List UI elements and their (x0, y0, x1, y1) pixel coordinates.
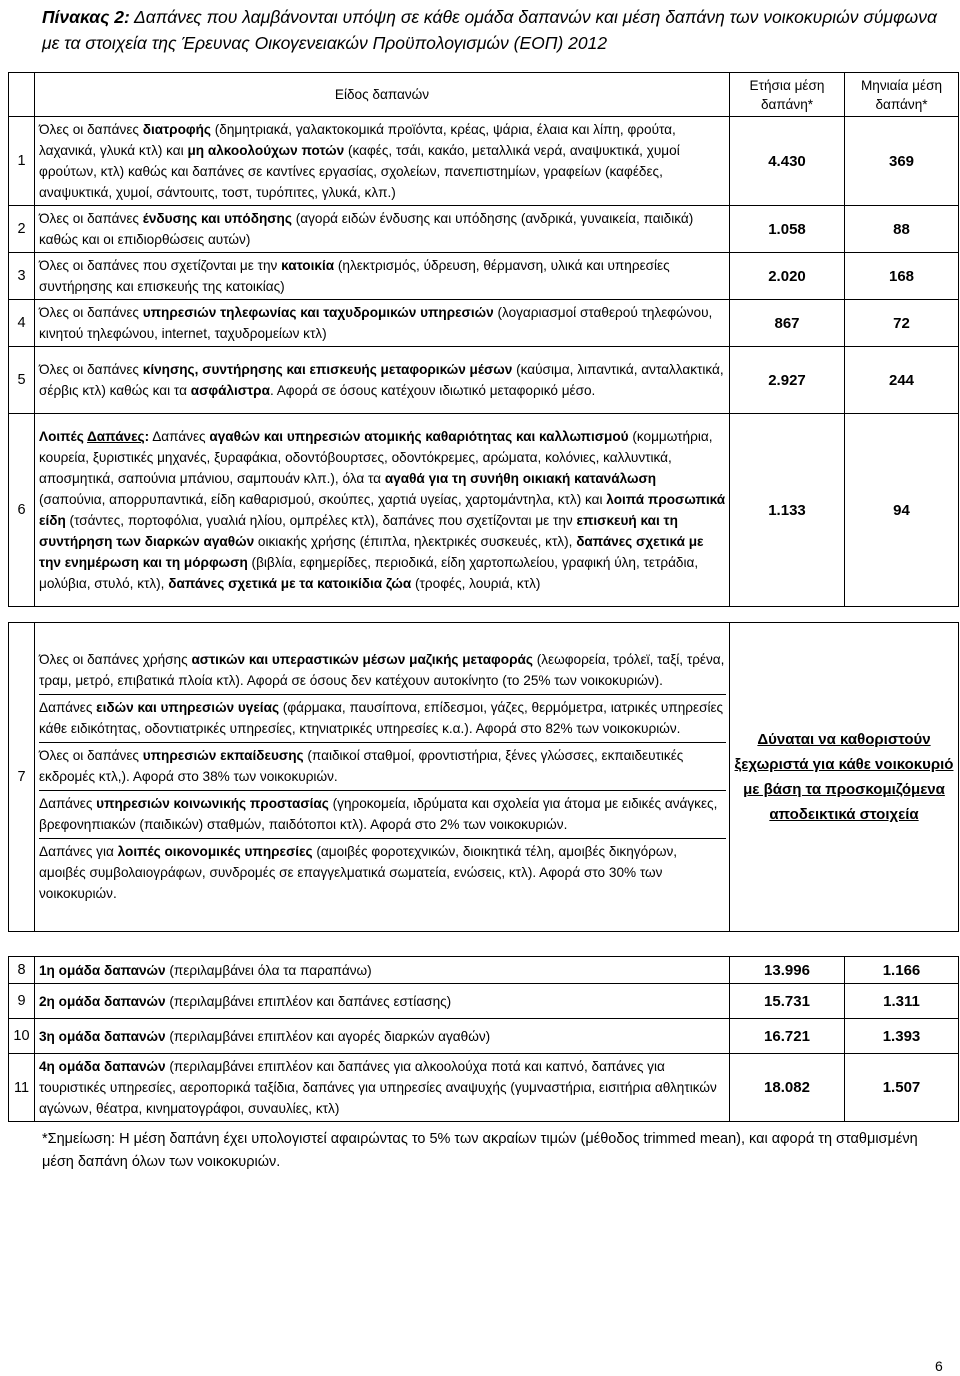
table-row (9, 1054, 959, 1122)
table-row (9, 623, 959, 932)
text-segment: (τροφές, λουριά, κτλ) (411, 576, 541, 591)
row7-note (730, 623, 959, 932)
bold-text-segment: διατροφής (142, 122, 211, 137)
table-row (9, 347, 959, 414)
row-number: 3 (9, 253, 35, 300)
text-segment: (φάρμακα, παυσίπονα, επίδεσμοι, γάζες, θερμόμετρα, ιατρικές υπηρεσίες κάθε ειδικότητας, οδοντιατρικές υπηρεσίες, κτηνιατρικές υπηρεσίες κ.α.). Αφορά στο 82% των νοικοκυριών. (39, 700, 724, 736)
row-monthly: 72 (845, 300, 959, 347)
row-number: 4 (9, 300, 35, 347)
page-number: 6 (935, 1358, 943, 1374)
text-segment: (σαπούνια, απορρυπαντικά, είδη καθαρισμού, σκούπες, χαρτιά υγείας, χαρτομάντηλα, κτλ) και (39, 492, 607, 507)
bold-text-segment: λοιπά προσωπικά είδη (39, 492, 726, 528)
row-annual: 2.927 (730, 347, 845, 414)
text-segment: Δαπάνες για (39, 844, 118, 859)
expenses-table-variable (8, 622, 959, 932)
text-segment: (λεωφορεία, τρόλεϊ, ταξί, τρένα, τραμ, μετρό, επιβατικά πλοία κτλ). Αφορά σε όσους δεν κατέχουν αυτοκίνητο (το 25% των νοικοκυριών). (39, 652, 725, 688)
bold-text-segment: αστικών και υπεραστικών μέσων μαζικής μεταφοράς (191, 652, 533, 667)
bold-text-segment: ασφάλιστρα (190, 383, 270, 398)
row-annual: 1.058 (730, 206, 845, 253)
bold-text-segment: υπηρεσιών τηλεφωνίας και ταχυδρομικών υπηρεσιών (142, 305, 494, 320)
row-number: 9 (9, 984, 35, 1019)
header-annual: Ετήσια μέση δαπάνη* (730, 73, 845, 117)
text-segment: (παιδικοί σταθμοί, φροντιστήρια, ξένες γλώσσες, εκπαιδευτικές εκδρομές κτλ,). Αφορά στο 38% των νοικοκυριών. (39, 748, 684, 784)
text-segment: Δαπάνες (39, 796, 97, 811)
table-row (9, 957, 959, 984)
row-monthly: 94 (845, 414, 959, 607)
bold-text-segment: κατοικία (281, 258, 335, 273)
row-monthly: 369 (845, 117, 959, 206)
row-monthly: 1.393 (845, 1019, 959, 1054)
text-segment: (δημητριακά, γαλακτοκομικά προϊόντα, κρέας, ψάρια, έλαια και λίπη, φρούτα, λαχανικά, γλυκά κτλ) και (39, 122, 676, 158)
row-description (35, 414, 730, 607)
table-title-text: Δαπάνες που λαμβάνονται υπόψη σε κάθε ομάδα δαπανών και μέση δαπάνη των νοικοκυριών σύμφωνα με τα στοιχεία της Έρευνας Οικογενειακών Προϋπολογισμών (ΕΟΠ) 2012 (42, 7, 937, 53)
table-row (9, 206, 959, 253)
table-title (42, 4, 952, 56)
text-segment: Όλες οι δαπάνες (39, 362, 143, 377)
text-segment: (βιβλία, εφημερίδες, περιοδικά, είδη χαρτοπωλείου, γραφική ύλη, τετράδια, μολύβια, στυλό, κτλ), (39, 555, 699, 591)
text-segment: Δαπάνες (149, 429, 210, 444)
text-segment: (καφές, τσάι, κακάο, μεταλλικά νερά, αναψυκτικά, χυμοί φρούτων, κτλ) καθώς και δαπάνες σε καντίνες εργασίας, σχολείων, πανεπιστημίων, γραφείων (καφέδες, αναψυκτικά, χυμοί, σάντουιτς, τοστ, τυρόπιτες, γλυκά, κλπ.) (39, 143, 680, 200)
bold-text-segment: : (144, 429, 150, 444)
bold-text-segment: ειδών και υπηρεσιών υγείας (96, 700, 280, 715)
row-annual: 1.133 (730, 414, 845, 607)
row7-note-text: Δύναται να καθοριστούν ξεχωριστά για κάθε νοικοκυριό με βάση τα προσκομιζόμενα αποδεικτικά στοιχεία (734, 731, 954, 823)
bold-text-segment: λοιπές οικονομικές υπηρεσίες (117, 844, 313, 859)
row-annual: 13.996 (730, 957, 845, 984)
row-monthly: 1.507 (845, 1054, 959, 1122)
row-number: 8 (9, 957, 35, 984)
text-segment: (περιλαμβάνει επιπλέον και δαπάνες για αλκοολούχα ποτά και καπνό, δαπάνες για τουριστικές υπηρεσίες, αεροπορικά ταξίδια, δαπάνες για υπηρεσίες αναψυχής (γυμναστήρια, εισιτήρια αθλητικών αγώνων, θέατρα, κινηματογράφοι, συναυλίες, κτλ) (39, 1059, 717, 1116)
sub-item (39, 695, 726, 743)
bold-text-segment: αγαθά για τη συνήθη οικιακή κατανάλωση (384, 471, 657, 486)
footnote: *Σημείωση: Η μέση δαπάνη έχει υπολογιστεί αφαιρώντας το 5% των ακραίων τιμών (μέθοδος trimmed mean), και αφορά τη σταθμισμένη μέση δαπάνη όλων των νοικοκυριών. (42, 1131, 918, 1170)
expenses-table-main (8, 72, 959, 607)
bold-text-segment: Δαπάνες (87, 429, 145, 444)
header-num-cell (9, 73, 35, 117)
row-annual: 867 (730, 300, 845, 347)
row-number: 11 (9, 1054, 35, 1122)
row-number: 5 (9, 347, 35, 414)
text-segment: (αμοιβές φοροτεχνικών, διοικητικά τέλη, αμοιβές δικηγόρων, αμοιβές συμβολαιογράφων, συνδρομές σε επαγγελματικά σωματεία, ενώσεις, κτλ). Αφορά στο 30% των νοικοκυριών. (39, 844, 678, 901)
row-monthly: 244 (845, 347, 959, 414)
table-row (9, 984, 959, 1019)
text-segment: . Αφορά σε όσους κατέχουν ιδιωτικό μεταφορικό μέσο. (269, 383, 596, 398)
table-row (9, 117, 959, 206)
row-annual: 15.731 (730, 984, 845, 1019)
bold-text-segment: Λοιπές (39, 429, 88, 444)
bold-text-segment: δαπάνες σχετικά με την ενημέρωση και τη μόρφωση (39, 534, 704, 570)
text-segment: Δαπάνες (39, 700, 97, 715)
row-monthly: 88 (845, 206, 959, 253)
row-number: 2 (9, 206, 35, 253)
row-description (35, 623, 730, 932)
row-description (35, 253, 730, 300)
row-description (35, 206, 730, 253)
bold-text-segment: υπηρεσιών εκπαίδευσης (142, 748, 304, 763)
bold-text-segment: 2η ομάδα δαπανών (39, 993, 166, 1009)
text-segment: (αγορά ειδών ένδυσης και υπόδησης (ανδρικά, γυναικεία, παιδικά) καθώς και οι επιδιορθώσεις αυτών) (39, 211, 694, 247)
text-segment: (καύσιμα, λιπαντικά, ανταλλακτικά, σέρβις κτλ) καθώς και τα (39, 362, 724, 398)
header-type: Είδος δαπανών (35, 73, 730, 117)
row-annual: 4.430 (730, 117, 845, 206)
bold-text-segment: επισκευή και τη συντήρηση των διαρκών αγαθών (39, 513, 678, 549)
bold-text-segment: υπηρεσιών κοινωνικής προστασίας (96, 796, 329, 811)
table-title-prefix: Πίνακας 2: (42, 7, 130, 27)
table-row (9, 414, 959, 607)
table-row (9, 253, 959, 300)
row-number: 10 (9, 1019, 35, 1054)
sub-item (39, 791, 726, 839)
row-description (35, 300, 730, 347)
row-monthly: 168 (845, 253, 959, 300)
bold-text-segment: 4η ομάδα δαπανών (39, 1059, 166, 1074)
bold-text-segment: 3η ομάδα δαπανών (39, 1028, 166, 1044)
text-segment: Όλες οι δαπάνες (39, 748, 143, 763)
sub-item (39, 647, 726, 695)
row-description (35, 117, 730, 206)
bold-text-segment: δαπάνες σχετικά με τα κατοικίδια ζώα (168, 576, 412, 591)
sub-item (39, 743, 726, 791)
text-segment: (γηροκομεία, ιδρύματα και σχολεία για άτομα με ειδικές ανάγκες, βρεφονηπιακών (παιδικών) σταθμών, παιδότοποι κτλ). Αφορά στο 2% των νοικοκυριών. (39, 796, 718, 832)
bold-text-segment: 1η ομάδα δαπανών (39, 962, 166, 978)
text-segment: (ηλεκτρισμός, ύδρευση, θέρμανση, υλικά και υπηρεσίες συντήρησης και επισκευής της κατοικίας) (39, 258, 670, 294)
bold-text-segment: κίνησης, συντήρησης και επισκευής μεταφορικών μέσων (142, 362, 513, 377)
text-segment: (περιλαμβάνει επιπλέον και δαπάνες εστίασης) (165, 993, 452, 1009)
header-monthly: Μηνιαία μέση δαπάνη* (845, 73, 959, 117)
row-monthly: 1.166 (845, 957, 959, 984)
row-description (35, 1054, 730, 1122)
text-segment: Όλες οι δαπάνες που σχετίζονται με την (39, 258, 282, 273)
bold-text-segment: αγαθών και υπηρεσιών ατομικής καθαριότητας και καλλωπισμού (209, 429, 629, 444)
header-row (9, 73, 959, 117)
row-description (35, 1019, 730, 1054)
table-row (9, 300, 959, 347)
text-segment: (περιλαμβάνει επιπλέον και αγορές διαρκών αγαθών) (165, 1028, 491, 1044)
text-segment: (κομμωτήρια, κουρεία, ξυριστικές μηχανές, ξυραφάκια, οδοντόβουρτσες, οδοντόκρεμες, αρώματα, κολόνιες, καλλυντικά, αποσμητικά, σαπούνια μπάνιου, σαμπουάν κλπ.), όλα τα (39, 429, 713, 486)
text-segment: (τσάντες, πορτοφόλια, γυαλιά ηλίου, ομπρέλες κτλ), δαπάνες που σχετίζονται με την (65, 513, 577, 528)
row-number: 6 (9, 414, 35, 607)
bold-text-segment: ένδυσης και υπόδησης (142, 211, 292, 226)
row-monthly: 1.311 (845, 984, 959, 1019)
text-segment: Όλες οι δαπάνες χρήσης (39, 652, 192, 667)
row-annual: 18.082 (730, 1054, 845, 1122)
row-annual: 16.721 (730, 1019, 845, 1054)
text-segment: (περιλαμβάνει όλα τα παραπάνω) (165, 962, 372, 978)
text-segment: Όλες οι δαπάνες (39, 211, 143, 226)
row-number: 1 (9, 117, 35, 206)
sub-item (39, 839, 726, 907)
row-number: 7 (9, 623, 35, 932)
text-segment: (λογαριασμοί σταθερού τηλεφώνου, κινητού τηλεφώνου, internet, ταχυδρομείων κτλ) (39, 305, 713, 341)
bold-text-segment: μη αλκοολούχων ποτών (187, 143, 345, 158)
table-row (9, 1019, 959, 1054)
row-description (35, 347, 730, 414)
text-segment: οικιακής χρήσης (έπιπλα, ηλεκτρικές συσκευές, κτλ), (254, 534, 577, 549)
expenses-table-groups (8, 956, 959, 1122)
text-segment: Όλες οι δαπάνες (39, 305, 143, 320)
text-segment: Όλες οι δαπάνες (39, 122, 143, 137)
row-annual: 2.020 (730, 253, 845, 300)
row-description (35, 984, 730, 1019)
row-description (35, 957, 730, 984)
